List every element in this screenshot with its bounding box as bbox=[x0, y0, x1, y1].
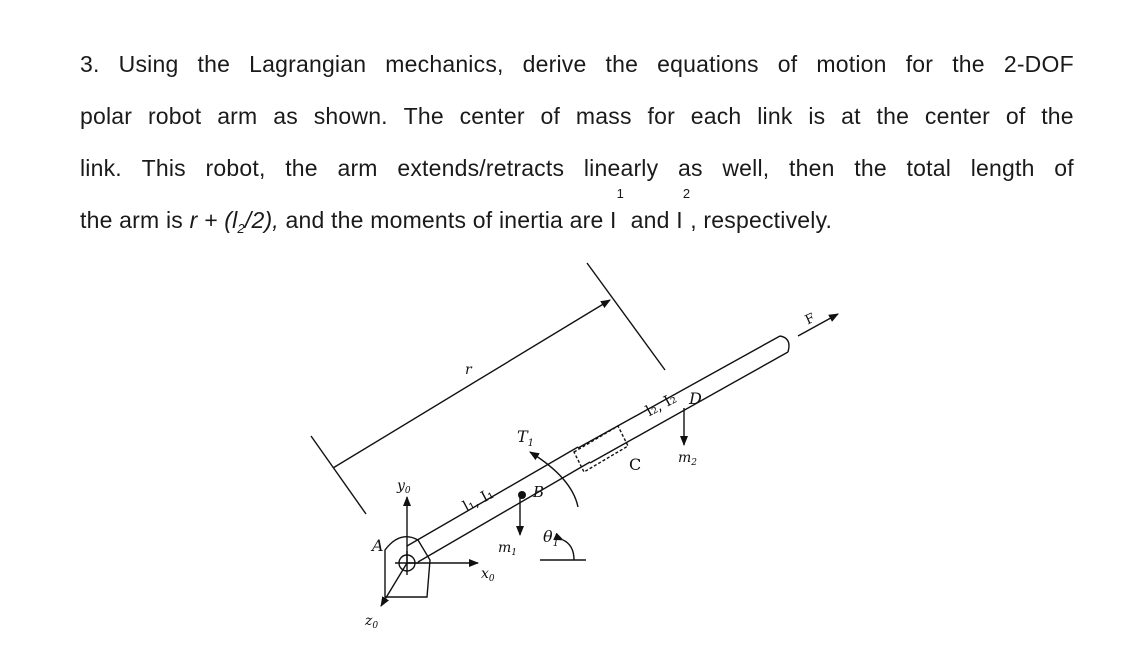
word: mechanics, bbox=[385, 51, 504, 77]
length-expression: $r + (l_2/2)$, bbox=[189, 207, 279, 236]
word: total bbox=[906, 155, 952, 181]
label-m2: $m_2$ bbox=[678, 450, 698, 468]
label-T1: $T_1$ bbox=[517, 427, 535, 449]
dimension-extension-left bbox=[311, 436, 366, 514]
label-D: D bbox=[689, 389, 702, 408]
label-theta: $\theta_1$ bbox=[543, 527, 560, 549]
dimension-line-r bbox=[333, 300, 610, 468]
label-y0: $y_0$ bbox=[397, 478, 411, 496]
word: well, bbox=[722, 155, 770, 181]
word: shown. bbox=[313, 103, 388, 129]
word: linearly bbox=[583, 155, 659, 181]
line4-end: , respectively. bbox=[690, 207, 833, 233]
word: motion bbox=[816, 51, 887, 77]
word: Using bbox=[118, 51, 179, 77]
word: mass bbox=[575, 103, 632, 129]
word: then bbox=[789, 155, 835, 181]
inertia-1-subscript: 1 bbox=[616, 186, 625, 201]
word: Lagrangian bbox=[249, 51, 367, 77]
word: equations bbox=[657, 51, 759, 77]
word: extends/retracts bbox=[397, 155, 565, 181]
label-x0: $x_0$ bbox=[481, 566, 495, 584]
slider-box bbox=[574, 426, 628, 472]
word: link bbox=[757, 103, 793, 129]
line4-prefix: the arm is bbox=[80, 207, 183, 233]
label-B: B bbox=[533, 483, 545, 501]
word: The bbox=[403, 103, 444, 129]
label-F: F bbox=[802, 310, 818, 329]
word: 2-DOF bbox=[1003, 51, 1074, 77]
dimension-extension-right bbox=[587, 263, 665, 370]
theta-arc bbox=[563, 540, 574, 560]
inertia-2-subscript: 2 bbox=[682, 186, 691, 201]
label-z0: $z_0$ bbox=[365, 613, 379, 631]
label-r: r bbox=[465, 362, 472, 378]
line4-mid: and the moments of inertia are I bbox=[285, 207, 617, 233]
word: as bbox=[677, 155, 703, 181]
label-link1: l₁, I₁ bbox=[459, 484, 497, 516]
word: 3. bbox=[80, 51, 100, 77]
word: the bbox=[197, 51, 231, 77]
word: of bbox=[777, 51, 798, 77]
word: center bbox=[924, 103, 991, 129]
word: the bbox=[876, 103, 910, 129]
word: derive bbox=[522, 51, 587, 77]
word: of bbox=[1054, 155, 1074, 181]
word: is bbox=[808, 103, 826, 129]
word: arm bbox=[217, 103, 258, 129]
word: the bbox=[854, 155, 887, 181]
word: robot bbox=[147, 103, 202, 129]
label-C: C bbox=[629, 455, 642, 474]
word: This bbox=[141, 155, 186, 181]
label-m1: $m_1$ bbox=[498, 540, 518, 558]
word: polar bbox=[80, 103, 133, 129]
word: the bbox=[285, 155, 318, 181]
word: at bbox=[841, 103, 861, 129]
word: the bbox=[952, 51, 985, 77]
word: robot, bbox=[205, 155, 266, 181]
word: of bbox=[1005, 103, 1026, 129]
label-link2: l₂, I₂ bbox=[642, 388, 680, 420]
word: each bbox=[690, 103, 742, 129]
word: as bbox=[273, 103, 298, 129]
link-2-end-cap bbox=[780, 336, 789, 352]
word: link. bbox=[80, 155, 122, 181]
word: center bbox=[459, 103, 525, 129]
and-text: and I bbox=[630, 207, 683, 233]
word: the bbox=[1041, 103, 1074, 129]
word: for bbox=[647, 103, 675, 129]
center-of-mass-B bbox=[518, 491, 526, 499]
word: arm bbox=[337, 155, 378, 181]
word: for bbox=[905, 51, 934, 77]
word: length bbox=[970, 155, 1035, 181]
label-A: A bbox=[372, 536, 384, 555]
word: of bbox=[540, 103, 561, 129]
word: the bbox=[605, 51, 639, 77]
